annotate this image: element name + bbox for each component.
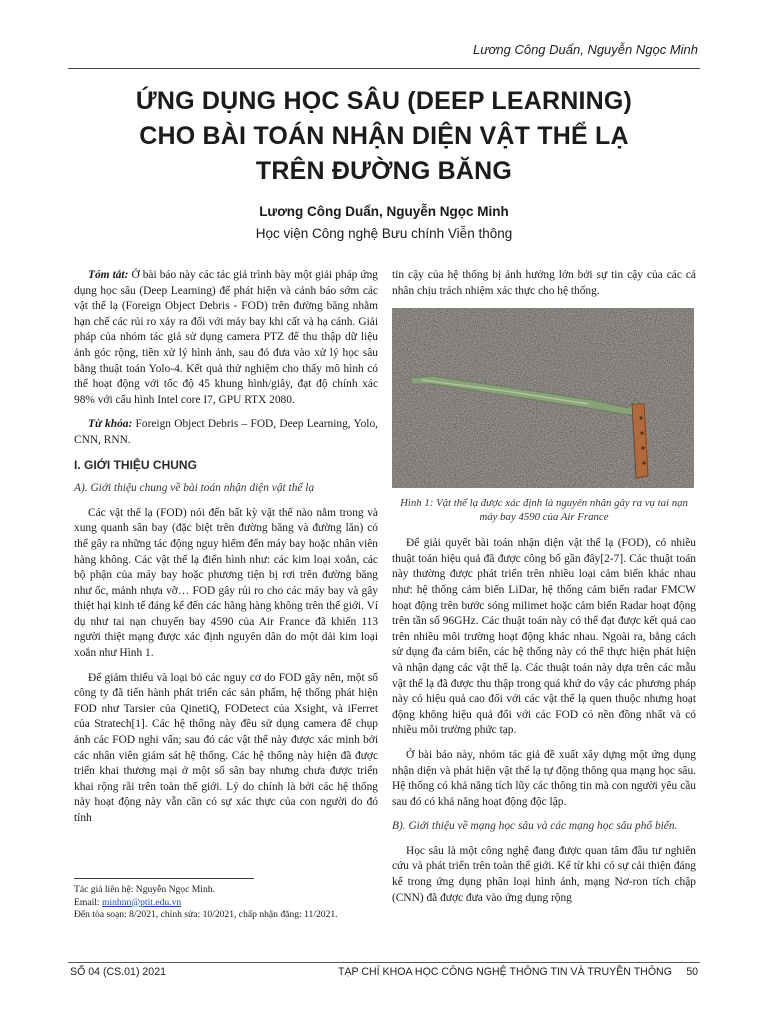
footnote-email-line — [74, 897, 378, 910]
title-line-3: TRÊN ĐƯỜNG BĂNG — [255, 157, 513, 185]
figure-1-photo — [392, 308, 694, 488]
paragraph-3: Để giải quyết bài toán nhận diện vật thể lạ (FOD), có nhiều thuật toán hiệu quả đã được công bố gần đây[2-7]. Các thuật toán này thường được phát triển trên nhiều loại cảm biến khác nhau như: hệ thống cảm biến LiDar, hệ thống cảm biến radar FMCW hoạt động trên bước sóng milimet hoặc cảm biến Radar hoạt động trên tần số 96GHz. Các thuật toán này có thể đạt được kết quả cao trên nhiều môi trường hoạt động khác nhau. Ngoài ra, bằng cách sử dụng đa cảm biến, các hệ thống này có thể thực hiện phát hiện và nhận dạng các vật thể lạ. Các thuật toán này dựa trên các mẫu vật thể lạ đã được thu thập trong quá khứ do vậy các phương pháp này có hiệu quả cao đối với các vật thể lạ quen thuộc nhưng hoạt động không hiệu quả đối với các FOD có nền đồng nhất và có nhiều môi trường phức tạp. — [392, 537, 696, 737]
right-column — [392, 268, 696, 915]
abstract-text: Ở bài báo này các tác giả trình bày một giải pháp ứng dụng học sâu (Deep Learning) để phát hiện và cảnh báo sớm các vật thể lạ (Foreign Object Debris - FOD) trên đường băng nhằm hạn chế các rủi ro xảy ra đối với máy bay khi cất và hạ cánh. Giải pháp của nhóm tác giả sử dụng camera PTZ để thu thập dữ liệu ảnh góc rộng, tiền xử lý hình ảnh, sau đó đưa vào xử lý học sâu bằng thuật toán Yolo-4. Kết quả thử nghiệm cho thấy mô hình có thể hoạt động với tốc độ 45 khung hình/giây, đạt độ chính xác 98% với cấu hình Intel core I7, GPU RTX 2080. — [74, 269, 378, 406]
title-line-1: ỨNG DỤNG HỌC SÂU (DEEP LEARNING) — [135, 87, 633, 115]
email-link[interactable]: minhnn@ptit.edu.vn — [101, 896, 182, 908]
paragraph-5: Học sâu là một công nghệ đang được quan tâm đầu tư nghiên cứu và phát triển trên toàn thế giới. Kể từ khi có sự cải thiện đáng kể trong ứng dụng phân loại hình ảnh, mạng Nơ-ron tích chập (CNN) đã được đưa vào ứng dụng rộng — [392, 844, 696, 904]
header-rule — [68, 68, 700, 69]
footnote-dates: Đến tòa soạn: 8/2021, chỉnh sửa: 10/2021, chấp nhận đăng: 11/2021. — [74, 909, 338, 920]
affiliation: Học viện Công nghệ Bưu chính Viễn thông — [255, 226, 513, 241]
abstract — [74, 268, 378, 408]
issue-number: SỐ 04 (CS.01) 2021 — [70, 966, 166, 978]
abstract-label: Tóm tắt: — [88, 269, 129, 281]
footer-rule — [68, 962, 700, 963]
debris-strip-image — [392, 308, 694, 488]
corresponding-author-footnote — [74, 878, 378, 922]
paper-title — [40, 84, 728, 189]
author-byline: Lương Công Duẩn, Nguyễn Ngọc Minh — [259, 204, 509, 219]
paragraph-2-continued: tin cậy của hệ thống bị ảnh hưởng lớn bởi sự tin cậy của các cá nhân chịu trách nhiệm xác thực cho hệ thống. — [392, 269, 696, 297]
footnote-contact: Tác giả liên hệ: Nguyễn Ngọc Minh. — [74, 884, 215, 895]
subsection-heading-a: A). Giới thiệu chung về bài toán nhận diện vật thể lạ — [74, 482, 315, 495]
page-number: 50 — [686, 966, 698, 978]
figure-1-caption: Hình 1: Vật thể lạ được xác định là nguyên nhân gây ra vụ tai nạn máy bay 4590 của Air France — [400, 497, 688, 524]
footnote-rule — [74, 878, 254, 879]
keywords-label: Từ khóa: — [88, 418, 133, 431]
paragraph-4: Ở bài báo này, nhóm tác giả đề xuất xây dựng một ứng dụng nhận diện và phát hiện vật thể lạ tự động thông qua mạng học sâu. Hệ thống có khả năng tích lũy các thông tin mà con người yêu cầu sau đó có khả năng hoạt động độc lập. — [392, 748, 696, 808]
subsection-heading-b: B). Giới thiệu về mạng học sâu và các mạng học sâu phổ biến. — [392, 820, 678, 833]
title-line-2: CHO BÀI TOÁN NHẬN DIỆN VẬT THỂ LẠ — [139, 122, 629, 150]
keywords — [74, 417, 378, 448]
email-label: Email: — [74, 896, 102, 908]
paragraph-2: Để giảm thiểu và loại bỏ các nguy cơ do FOD gây nên, một số công ty đã tiến hành phát triển các sản phẩm, hệ thống phát hiện FOD như Tarsier của QinetiQ, FODetect của Xsight, và iFerret của Stratech[1]. Các hệ thống này đều sử dụng camera để chụp ảnh các FOD nghi vấn; sau đó các vật thể này được xác minh bởi các nhân viên giám sát hệ thống. Các hệ thống này hiện đã được triển khai thương mại ở một số sân bay nhưng chưa được triển khai rộng rãi trên toàn thế giới. Lý do chính là bởi các hệ thống này hoạt động này vẫn cần có sự xác thực của con người do đó tính — [74, 671, 378, 824]
paragraph-1: Các vật thể lạ (FOD) nói đến bất kỳ vật thể nào nằm trong và xung quanh sân bay (đặc biệt trên đường băng và đường lăn) có thể gây ra những tác động nguy hiểm đến máy bay hoặc nhân viên hàng không. Các vật thể lạ điển hình như: các kim loại xoắn, các bộ phận của máy bay hoặc phương tiện bị rơi trên đường băng như ốc, mảnh nhựa vỡ… FOD gây rủi ro cho các máy bay và gây thiệt hại kinh tế đáng kể đến các hãng hàng không trên thế giới. Ví dụ như tai nạn chuyến bay 4590 của Air France đã khiến 113 người thiệt mạng được xác định nguyên dân do một dải kim loại xoắn như Hình 1. — [74, 506, 378, 660]
left-column — [74, 268, 378, 836]
running-header: Lương Công Duẩn, Nguyễn Ngọc Minh — [473, 42, 698, 57]
journal-name: TẠP CHÍ KHOA HỌC CÔNG NGHỆ THÔNG TIN VÀ TRUYỀN THÔNG — [338, 966, 672, 978]
keywords-text: Foreign Object Debris – FOD, Deep Learning, Yolo, CNN, RNN. — [74, 418, 378, 446]
section-heading-1: I. GIỚI THIỆU CHUNG — [74, 457, 197, 472]
